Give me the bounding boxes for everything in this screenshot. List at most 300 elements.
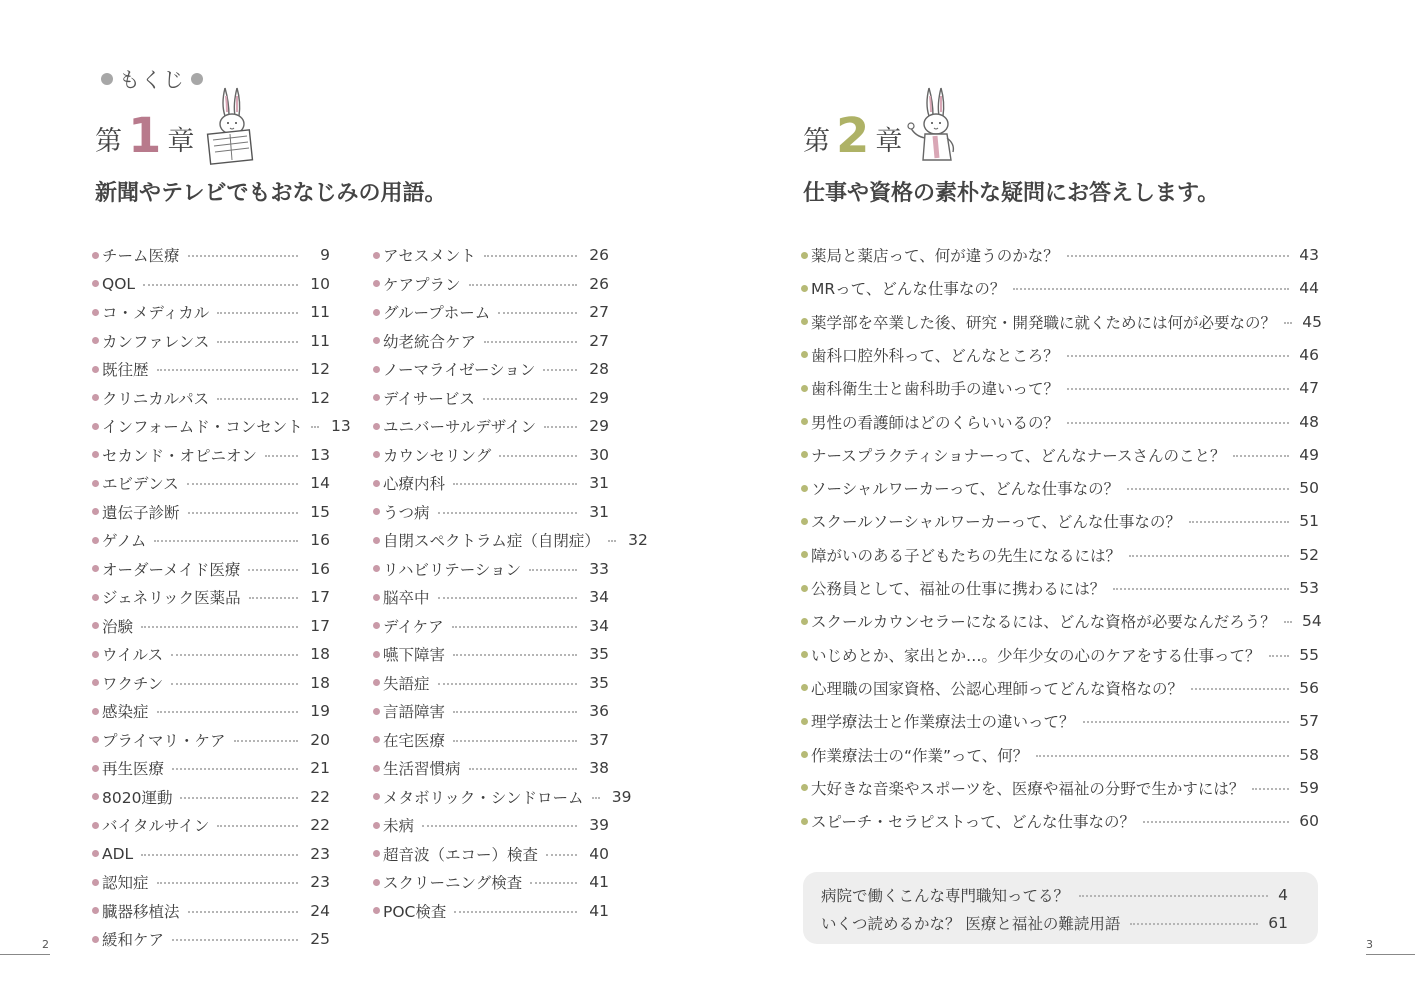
toc-entry-page: 12 [310,360,330,378]
bullet-dot [92,622,99,629]
toc-entry[interactable] [92,928,330,950]
bullet-dot [92,252,99,259]
toc-entry-page: 40 [589,844,609,863]
toc-entry[interactable] [92,273,330,295]
toc-entry-page: 31 [589,474,609,492]
toc-entry-label: 自閉スペクトラム症（自閉症） [383,532,600,550]
toc-entry-label: 歯科口腔外科って、どんなところ？ [811,346,1059,365]
toc-entry-label: デイケア [383,617,444,636]
toc-entry[interactable] [373,358,609,380]
dotted-leader [1233,455,1289,457]
toc-entry-label: ウイルス [102,646,164,664]
toc-entry[interactable] [373,244,609,266]
dotted-leader [249,597,298,599]
dotted-leader [529,569,577,571]
bullet-dot [801,418,808,425]
bullet-dot [92,708,99,715]
dotted-leader [248,569,298,571]
toc-entry[interactable] [801,610,1322,632]
bullet-dot [373,366,380,373]
toc-entry[interactable] [92,843,330,865]
toc-entry-page: 43 [1299,246,1319,264]
bullet-dot [92,765,99,772]
toc-entry-page: 52 [1299,545,1319,564]
toc-entry[interactable] [92,472,330,494]
toc-entry-page: 20 [310,730,330,749]
chapter-2-suffix: 章 [875,126,903,157]
toc-entry[interactable] [801,577,1319,599]
bullet-dot [373,879,380,886]
toc-entry-page: 9 [320,246,330,264]
toc-entry-label: 超音波（エコー）検査 [383,845,539,864]
supplementary-entry[interactable] [821,884,1288,906]
bullet-dot [92,394,99,401]
toc-entry-label: チーム医療 [102,247,180,265]
toc-entry-label: デイサービス [383,389,475,408]
toc-entry-label: クリニカルパス [102,389,210,408]
toc-entry[interactable] [373,415,609,437]
toc-entry[interactable] [373,586,609,608]
toc-entry-label: MRって、どんな仕事なの？ [811,280,1006,299]
supplementary-entry[interactable] [821,912,1288,934]
toc-entry-page: 23 [310,844,330,863]
toc-entry[interactable] [92,672,330,694]
toc-entry[interactable] [801,510,1319,532]
bullet-dot [801,285,808,292]
dotted-leader [453,654,577,656]
bullet-dot [92,565,99,572]
dotted-leader [217,341,298,343]
bullet-dot [801,485,808,492]
toc-entry-page: 27 [589,331,609,350]
bullet-dot [373,508,380,515]
bullet-dot [92,879,99,886]
bullet-dot [801,618,808,625]
dotted-leader [154,540,298,542]
toc-entry-label: オーダーメイド医療 [102,560,241,579]
toc-entry[interactable] [373,615,609,637]
toc-entry-label: 男性の看護師はどのくらいいるの？ [811,413,1060,432]
toc-entry-page: 31 [589,502,609,521]
toc-entry-label: 再生医療 [102,760,165,778]
toc-entry-page: 24 [310,901,330,920]
dotted-leader [438,683,577,685]
toc-entry[interactable] [92,757,330,779]
header-dot-left [101,73,113,85]
page-number-right: 3 [1366,938,1373,951]
toc-entry-page: 23 [310,873,330,891]
toc-entry-page: 26 [589,246,609,264]
toc-entry-label: カウンセリング [383,446,492,465]
bullet-dot [373,423,380,430]
toc-entry[interactable] [373,501,609,523]
bullet-dot [801,684,808,691]
toc-entry-label: 治験 [102,617,134,636]
toc-entry[interactable] [801,477,1319,499]
toc-entry[interactable] [92,786,330,808]
bullet-dot [801,651,808,658]
toc-entry-label: 遺伝子診断 [102,503,180,522]
dotted-leader [1067,388,1289,390]
toc-entry-page: 22 [310,787,330,806]
dotted-leader [1067,355,1289,357]
toc-entry[interactable] [92,244,330,266]
bullet-dot [92,651,99,658]
toc-entry-page: 14 [310,474,330,492]
chapter-2-subtitle: 仕事や資格の素朴な疑問にお答えします。 [803,181,1220,206]
dotted-leader [1189,521,1289,523]
dotted-leader [608,540,616,542]
toc-entry[interactable] [373,643,609,665]
toc-entry[interactable] [801,544,1319,566]
dotted-leader [469,284,577,286]
toc-entry-page: 25 [310,930,330,948]
toc-entry[interactable] [373,757,609,779]
rabbit-waving-illustration [905,84,965,166]
toc-entry[interactable] [373,786,632,808]
toc-entry-page: 12 [310,388,330,407]
chapter-2-prefix: 第 [803,126,830,157]
toc-entry[interactable] [92,415,351,437]
toc-entry[interactable] [373,814,609,836]
toc-entry[interactable] [801,444,1319,466]
toc-entry-label: ナースプラクティショナーって、どんなナースさんのこと？ [811,446,1226,465]
dotted-leader [1013,288,1289,290]
bullet-dot [373,822,380,829]
bullet-dot [373,850,380,857]
toc-entry-page: 33 [589,559,609,578]
dotted-leader [217,825,298,827]
bullet-dot [373,679,380,686]
bullet-dot [801,451,808,458]
toc-entry-label: ノーマライゼーション [383,361,536,379]
toc-entry-label: インフォームド・コンセント [102,418,303,436]
toc-entry-page: 22 [310,816,330,834]
toc-entry[interactable] [92,586,330,608]
toc-header [95,64,209,94]
dotted-leader [422,825,577,827]
dotted-leader [188,911,298,913]
toc-entry[interactable] [801,644,1319,666]
toc-entry-label: リハビリテーション [383,560,522,579]
toc-entry[interactable] [92,900,330,922]
dotted-leader [1130,923,1258,925]
bullet-dot [801,351,808,358]
page-number-left: 2 [42,938,49,951]
bullet-dot [373,622,380,629]
toc-entry-page: 17 [310,588,330,606]
toc-entry-label: メタボリック・シンドローム [383,788,584,807]
toc-entry[interactable] [92,871,330,893]
toc-entry-page: 55 [1299,645,1319,664]
toc-entry[interactable] [373,558,609,580]
toc-entry[interactable] [92,814,330,836]
toc-entry-page: 56 [1299,678,1319,697]
dotted-leader [1067,422,1289,424]
toc-entry[interactable] [92,444,330,466]
toc-entry-label: 理学療法士と作業療法士の違いって？ [811,713,1075,732]
dotted-leader [438,597,577,599]
toc-entry-label: エビデンス [102,475,179,493]
bullet-dot [92,594,99,601]
bullet-dot [92,907,99,914]
toc-entry-label: 歯科衛生士と歯科助手の違いって？ [811,380,1060,399]
dotted-leader [453,711,577,713]
toc-entry[interactable] [801,710,1319,732]
toc-entry-label: 嚥下障害 [383,646,446,664]
toc-entry-page: 18 [310,673,330,692]
toc-entry-page: 32 [628,531,648,549]
supplementary-entry-page: 4 [1278,886,1288,904]
toc-entry[interactable] [373,900,609,922]
toc-entry-label: 作業療法士の“作業”って、何？ [811,746,1029,765]
toc-entry-page: 28 [589,360,609,378]
toc-entry-label: 言語障害 [383,703,446,721]
bullet-dot [373,565,380,572]
toc-entry-page: 38 [589,759,609,777]
dotted-leader [1113,588,1289,590]
toc-entry[interactable] [373,330,609,352]
toc-entry[interactable] [373,843,609,865]
toc-entry[interactable] [373,387,609,409]
bullet-dot [92,822,99,829]
toc-entry[interactable] [92,729,330,751]
toc-entry-label: 薬局と薬店って、何が違うのかな？ [811,247,1059,265]
toc-entry-label: ユニバーサルデザイン [383,418,537,436]
toc-entry-label: バイタルサイン [102,817,210,835]
toc-entry[interactable] [373,444,609,466]
toc-entry[interactable] [92,501,330,523]
chapter-1-prefix: 第 [95,126,122,157]
toc-entry-page: 44 [1299,279,1319,298]
toc-entry-label: 公務員として、福祉の仕事に携わるには？ [811,580,1106,598]
toc-entry[interactable] [801,344,1319,366]
bullet-dot [92,423,99,430]
toc-entry[interactable] [801,411,1319,433]
toc-entry-label: うつ病 [383,503,430,522]
bullet-dot [801,551,808,558]
toc-entry-label: 心療内科 [383,475,446,493]
toc-entry-page: 26 [589,274,609,293]
toc-entry-page: 13 [310,445,330,464]
dotted-leader [484,255,577,257]
dotted-leader [141,626,298,628]
toc-entry-label: 在宅医療 [383,731,446,750]
toc-entry[interactable] [801,744,1319,766]
supplementary-entry-page: 61 [1268,914,1288,932]
dotted-leader [499,455,577,457]
toc-entry[interactable] [373,301,609,323]
toc-entry[interactable] [92,301,330,323]
bullet-dot [92,736,99,743]
toc-entry-page: 34 [589,616,609,635]
toc-entry[interactable] [92,387,330,409]
dotted-leader [157,369,298,371]
toc-entry-label: 幼老統合ケア [383,332,477,351]
toc-entry[interactable] [373,700,609,722]
bullet-dot [801,585,808,592]
toc-entry-label: 障がいのある子どもたちの先生になるには？ [811,546,1122,565]
toc-entry-label: 薬学部を卒業した後、研究・開発職に就くためには何が必要なの？ [811,313,1277,332]
toc-entry[interactable] [801,677,1319,699]
toc-entry-label: プライマリ・ケア [102,731,226,750]
bullet-dot [92,480,99,487]
toc-entry-label: 未病 [383,817,415,835]
toc-entry-page: 35 [589,673,609,692]
toc-entry-page: 18 [310,645,330,663]
bullet-dot [373,594,380,601]
toc-entry-page: 50 [1299,479,1319,498]
chapter-1-heading [95,108,195,164]
toc-entry[interactable] [373,871,609,893]
toc-entry-page: 39 [611,787,632,806]
supplementary-entry-label: 病院で働くこんな専門職知ってる？ [821,887,1070,905]
dotted-leader [141,854,298,856]
bullet-dot [801,818,808,825]
toc-entry-page: 41 [589,873,609,891]
dotted-leader [1127,488,1289,490]
bullet-dot [92,850,99,857]
dotted-leader [172,939,298,941]
chapter-2-number: 2 [836,108,870,164]
dotted-leader [217,312,298,314]
dotted-leader [171,683,298,685]
dotted-leader [157,882,298,884]
dotted-leader [453,483,577,485]
toc-entry[interactable] [373,529,648,551]
bullet-dot [801,385,808,392]
toc-entry-label: カンファレンス [102,332,210,351]
toc-entry[interactable] [801,377,1319,399]
bullet-dot [801,518,808,525]
dotted-leader [1129,555,1289,557]
bullet-dot [373,708,380,715]
toc-entry[interactable] [801,311,1323,333]
toc-entry-label: アセスメント [383,247,476,265]
bullet-dot [92,793,99,800]
toc-entry-label: 緩和ケア [102,931,165,949]
dotted-leader [1067,255,1289,257]
toc-entry-page: 54 [1301,612,1322,631]
toc-entry-page: 59 [1299,778,1319,797]
bullet-dot [92,936,99,943]
bullet-dot [373,793,380,800]
dotted-leader [544,426,577,428]
toc-entry[interactable] [92,529,330,551]
bullet-dot [92,337,99,344]
toc-entry-page: 11 [310,331,330,350]
dotted-leader [1269,655,1289,657]
toc-entry[interactable] [373,672,609,694]
bullet-dot [373,394,380,401]
toc-entry[interactable] [92,643,330,665]
bullet-dot [801,751,808,758]
toc-entry[interactable] [92,358,330,380]
dotted-leader [530,882,577,884]
toc-entry[interactable] [92,330,330,352]
toc-entry-page: 21 [310,759,330,777]
toc-entry-page: 13 [331,417,351,435]
toc-entry[interactable] [801,277,1319,299]
toc-entry-page: 58 [1299,745,1319,764]
header-dot-right [191,73,203,85]
dotted-leader [453,740,577,742]
toc-entry-page: 57 [1299,712,1319,731]
toc-entry-page: 27 [589,303,609,321]
toc-entry-label: セカンド・オピニオン [102,446,258,465]
dotted-leader [188,255,298,257]
footer-rule-right [1366,954,1415,955]
toc-entry-label: 既往歴 [102,361,149,379]
toc-entry[interactable] [373,472,609,494]
dotted-leader [454,911,577,913]
dotted-leader [1036,755,1289,757]
toc-entry-label: ワクチン [102,674,164,693]
toc-entry[interactable] [801,810,1319,832]
toc-entry-label: スクールソーシャルワーカーって、どんな仕事なの？ [811,513,1181,532]
toc-entry[interactable] [373,729,609,751]
dotted-leader [452,626,577,628]
dotted-leader [546,854,577,856]
toc-entry-label: ADL [102,844,134,863]
chapter-2-heading [803,108,903,164]
bullet-dot [801,318,808,325]
dotted-leader [234,740,298,742]
dotted-leader [483,398,577,400]
toc-entry[interactable] [92,700,330,722]
toc-entry[interactable] [801,244,1319,266]
toc-entry-label: スクリーニング検査 [383,874,523,892]
dotted-leader [1284,621,1292,623]
toc-entry-page: 35 [589,645,609,663]
toc-entry-label: 8020運動 [102,788,173,807]
toc-entry-label: 感染症 [102,703,149,721]
toc-entry-label: グループホーム [383,304,491,322]
bullet-dot [92,280,99,287]
chapter-1-number: 1 [128,108,162,164]
toc-entry-label: ジェネリック医薬品 [102,589,241,607]
toc-entry-label: 心理職の国家資格、公認心理師ってどんな資格なの？ [811,679,1184,698]
bullet-dot [373,252,380,259]
chapter-1-suffix: 章 [167,126,195,157]
toc-entry[interactable] [373,273,609,295]
toc-entry-label: 失語症 [383,674,430,693]
toc-entry-page: 15 [310,502,330,521]
dotted-leader [311,426,319,428]
toc-entry-page: 36 [589,702,609,720]
bullet-dot [373,651,380,658]
dotted-leader [143,284,298,286]
bullet-dot [92,309,99,316]
toc-entry[interactable] [92,615,330,637]
toc-entry-page: 51 [1299,512,1319,531]
footer-rule-left [0,954,50,955]
toc-entry-page: 41 [589,901,609,920]
toc-entry-page: 53 [1299,579,1319,597]
toc-entry-page: 10 [310,274,330,293]
toc-entry[interactable] [801,777,1319,799]
toc-entry-label: コ・メディカル [102,304,210,322]
toc-entry-page: 60 [1299,812,1319,831]
dotted-leader [1083,721,1289,723]
toc-entry-page: 30 [589,445,609,464]
supplementary-contents-box [803,872,1318,944]
toc-entry[interactable] [92,558,330,580]
toc-entry-label: ソーシャルワーカーって、どんな仕事なの？ [811,480,1120,499]
toc-entry-label: QOL [102,274,136,293]
toc-entry-label: いじめとか、家出とか…。少年少女の心のケアをする仕事って？ [811,646,1261,665]
toc-entry-label: ケアプラン [383,275,461,294]
